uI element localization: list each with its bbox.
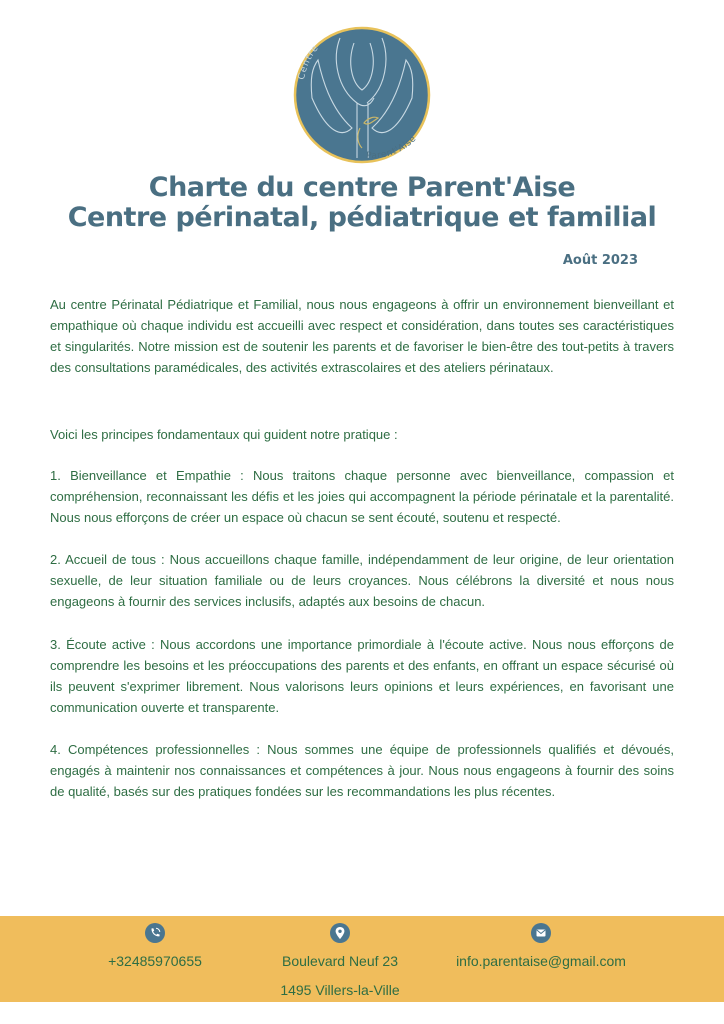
page-title: Charte du centre Parent'Aise [148,172,576,203]
logo-text-bottom: Parent'Aise [365,133,419,162]
principle-item [50,549,674,612]
mail-icon [531,923,551,943]
principle-item [50,465,674,528]
footer-address [230,916,450,998]
centre-logo [282,18,442,168]
address-line2: 1495 Villers-la-Ville [280,982,400,998]
intro-text: Au centre Périnatal Pédiatrique et Familial, nous nous engageons à offrir un environnement bienveillant et empathique où chaque individu est accueilli avec respect et considération, dans toutes ses caractéristiques et singularités. Notre mission est de soutenir les parents et de favoriser le bien-être des tout-petits à travers des consultations paramédicales, des activités extrascolaires et des ateliers périnataux. [50,297,674,375]
page-subtitle: Centre périnatal, pédiatrique et familial [67,202,657,233]
principle-text: 1. Bienveillance et Empathie : Nous traitons chaque personne avec bienveillance, compassion et compréhension, reconnaissant les défis et les joies qui accompagnent la période périnatale et la parentalité. Nous nous efforçons de créer un espace où chacun se sent écouté, soutenu et respecté. [50,468,674,525]
footer-email [431,916,651,969]
principle-item [50,739,674,802]
intro-paragraph [50,294,674,378]
principle-item [50,634,674,718]
logo-text-top: Centre [297,43,322,81]
location-pin-icon [330,923,350,943]
phone-number[interactable]: +32485970655 [108,953,202,969]
principles-intro-text: Voici les principes fondamentaux qui guident notre pratique : [50,427,398,442]
principles-intro [50,424,674,445]
phone-icon [145,923,165,943]
address-line1: Boulevard Neuf 23 [282,953,398,969]
principle-text: 3. Écoute active : Nous accordons une importance primordiale à l'écoute active. Nous nous efforçons de comprendre les besoins et les préoccupations des parents et des enfants, en offrant un espace sécurisé où ils peuvent s'exprimer librement. Nous valorisons leurs opinions et leurs expériences, en favorisant une communication ouverte et transparente. [50,637,674,715]
email-address[interactable]: info.parentaise@gmail.com [456,953,626,969]
contact-footer [0,916,724,1002]
principle-text: 4. Compétences professionnelles : Nous sommes une équipe de professionnels qualifiés et dévoués, engagés à maintenir nos connaissances et compétences à jour. Nous nous engageons à fournir des soins de qualité, basés sur des pratiques fondées sur les recommandations les plus récentes. [50,742,674,799]
document-date: Août 2023 [562,253,638,268]
logo-emblem [282,18,442,168]
principle-text: 2. Accueil de tous : Nous accueillons chaque famille, indépendamment de leur origine, de leur orientation sexuelle, de leur situation familiale ou de leurs croyances. Nous célébrons la diversité et nous nous engageons à fournir des services inclusifs, adaptés aux besoins de chacun. [50,552,674,609]
